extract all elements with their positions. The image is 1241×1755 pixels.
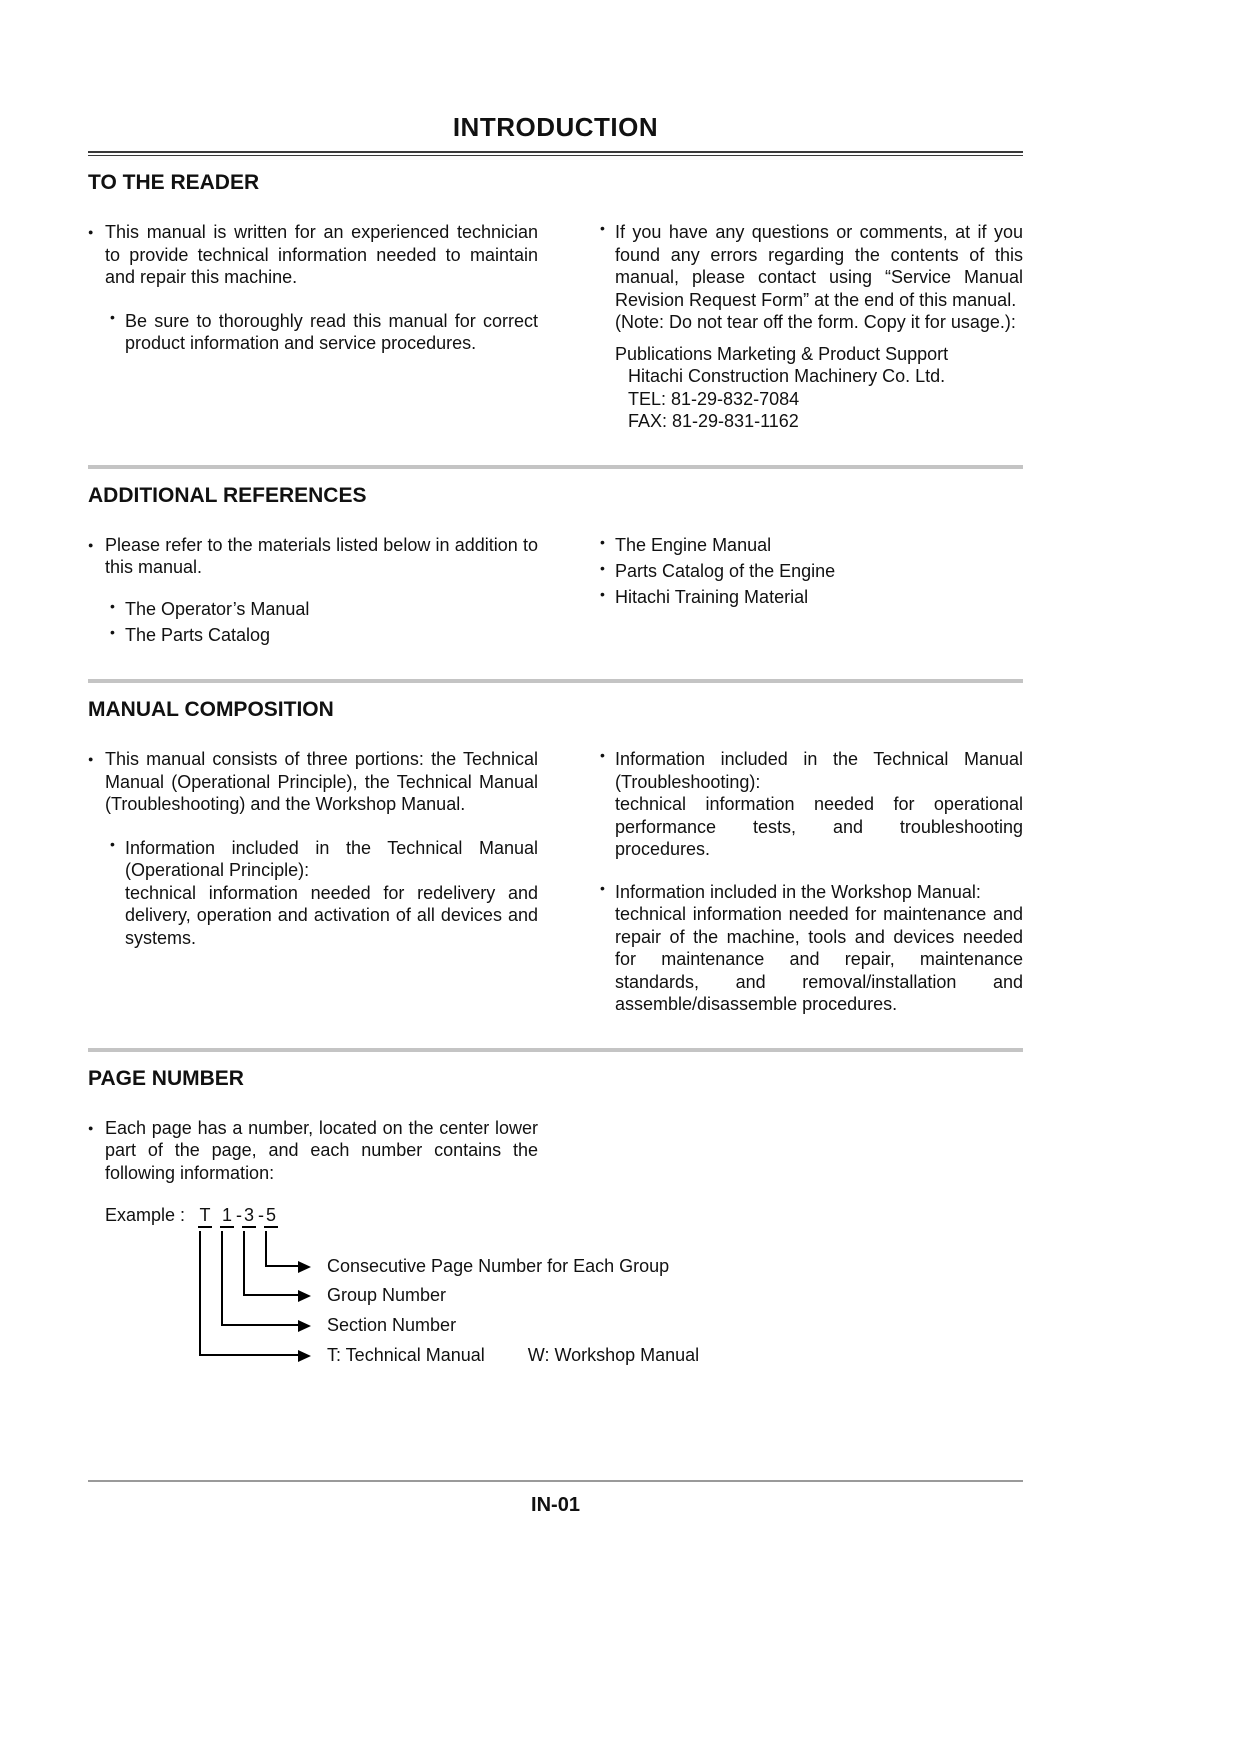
- list-item: [598, 534, 1023, 557]
- contact-indented-lines: [628, 365, 1023, 433]
- item-body: technical information needed for redelivery and delivery, operation and activation of all devices and systems.: [125, 882, 538, 948]
- item-title: • Information included in the Technical Manual (Operational Principle):: [125, 837, 538, 881]
- title-double-rule: [88, 151, 1023, 156]
- manual-composition-right-column: [598, 748, 1023, 1016]
- section-heading-additional-references: ADDITIONAL REFERENCES: [88, 483, 367, 507]
- bullet-item: [88, 221, 538, 289]
- arrow-right-icon: [298, 1320, 311, 1332]
- diagram-label-group: [327, 1285, 446, 1306]
- section-heading-to-the-reader: TO THE READER: [88, 171, 260, 194]
- code-digit-3: 5: [264, 1205, 278, 1228]
- paragraph: • If you have any questions or comments, at if you found any errors regarding the contents of this manual, please contact using “Service Manual Revision Request Form” at the end of this manual.: [615, 222, 1023, 310]
- contact-block: [615, 343, 1023, 433]
- reference-list-right: [598, 534, 1023, 610]
- label-text: W: Workshop Manual: [527, 1345, 700, 1366]
- paragraph: ● Please refer to the materials listed below in addition to this manual.: [105, 534, 538, 577]
- bullet-item: [88, 534, 538, 579]
- list-item: [108, 624, 538, 647]
- section-separator: [88, 465, 1023, 469]
- list-item: [108, 598, 538, 621]
- example-label: Example :: [105, 1205, 186, 1226]
- reference-label: • The Operator’s Manual: [125, 598, 310, 619]
- item-body: technical information needed for operational performance tests, and troubleshooting procedures.: [615, 794, 1023, 860]
- item-title: • Information included in the Workshop Manual:: [615, 881, 981, 902]
- paragraph: ● This manual consists of three portions: the Technical Manual (Operational Principle), the Technical Manual (Troubleshooting) and the Workshop Manual.: [105, 749, 538, 815]
- label-text: Consecutive Page Number for Each Group: [327, 1256, 670, 1277]
- sub-bullet-item: [108, 310, 538, 355]
- additional-references-columns: [88, 534, 1023, 648]
- reference-label: • Hitachi Training Material: [615, 587, 809, 608]
- section-heading-page-number: PAGE NUMBER: [88, 1066, 244, 1090]
- bullet-item: [598, 748, 1023, 861]
- code-digit-1: 1: [220, 1205, 234, 1228]
- page-number-diagram: [105, 1205, 1023, 1400]
- connector-line: [199, 1231, 300, 1356]
- sub-bullet-item: [108, 837, 538, 950]
- reference-label: • The Engine Manual: [615, 534, 772, 555]
- diagram-label-page: [327, 1256, 669, 1277]
- label-text: T: Technical Manual: [327, 1345, 485, 1366]
- contact-fax: FAX: 81-29-831-1162: [628, 411, 799, 431]
- reference-list-left: [108, 598, 538, 648]
- bullet-item: [598, 221, 1023, 433]
- footer-page-number: IN-01: [531, 1494, 580, 1516]
- label-text: Group Number: [327, 1285, 447, 1306]
- paragraph: ● This manual is written for an experienced technician to provide technical information needed to maintain and repair this machine.: [105, 222, 538, 287]
- label-text: Section Number: [327, 1315, 457, 1336]
- page-content: [88, 112, 1023, 1400]
- code-dash: -: [258, 1205, 264, 1226]
- manual-composition-columns: [88, 748, 1023, 1016]
- diagram-label-manual-type: [327, 1345, 699, 1366]
- bullet-item: [598, 881, 1023, 1016]
- bullet-item: [88, 748, 538, 816]
- arrow-right-icon: [298, 1290, 311, 1302]
- section-separator: [88, 1048, 1023, 1052]
- page-footer: [88, 1480, 1023, 1517]
- note-paragraph: (Note: Do not tear off the form. Copy it for usage.):: [615, 312, 1016, 332]
- code-digit-2: 3: [242, 1205, 256, 1228]
- reference-label: • The Parts Catalog: [125, 624, 271, 645]
- reference-label: • Parts Catalog of the Engine: [615, 560, 836, 581]
- contact-line: Hitachi Construction Machinery Co. Ltd.: [628, 366, 946, 386]
- arrow-right-icon: [298, 1350, 311, 1362]
- item-title: • Information included in the Technical Manual (Troubleshooting):: [615, 749, 1023, 792]
- list-item: [598, 560, 1023, 583]
- paragraph: ● Each page has a number, located on the center lower part of the page, and each number contains the following information:: [105, 1117, 538, 1183]
- section-heading-manual-composition: MANUAL COMPOSITION: [88, 698, 334, 722]
- contact-phone: TEL: 81-29-832-7084: [628, 388, 800, 409]
- code-letter: T: [198, 1205, 212, 1228]
- additional-references-left-column: [88, 534, 538, 648]
- paragraph: • Be sure to thoroughly read this manual for correct product information and service procedures.: [125, 310, 538, 353]
- section-separator: [88, 679, 1023, 683]
- item-body: technical information needed for maintenance and repair of the machine, tools and devices needed for maintenance and repair, maintenance standards, and removal/installation and assemble/disassemble procedures.: [615, 904, 1023, 1015]
- diagram-label-section: [327, 1315, 456, 1336]
- footer-rule: [88, 1480, 1023, 1482]
- contact-line: Publications Marketing & Product Support: [615, 343, 949, 364]
- additional-references-right-column: [598, 534, 1023, 648]
- code-dash: -: [236, 1205, 242, 1226]
- to-the-reader-right-column: [598, 221, 1023, 433]
- manual-composition-left-column: [88, 748, 538, 1016]
- bullet-item: [88, 1117, 538, 1185]
- page-title: INTRODUCTION: [452, 112, 659, 142]
- to-the-reader-left-column: [88, 221, 538, 433]
- arrow-right-icon: [298, 1261, 311, 1273]
- to-the-reader-columns: [88, 221, 1023, 433]
- list-item: [598, 586, 1023, 609]
